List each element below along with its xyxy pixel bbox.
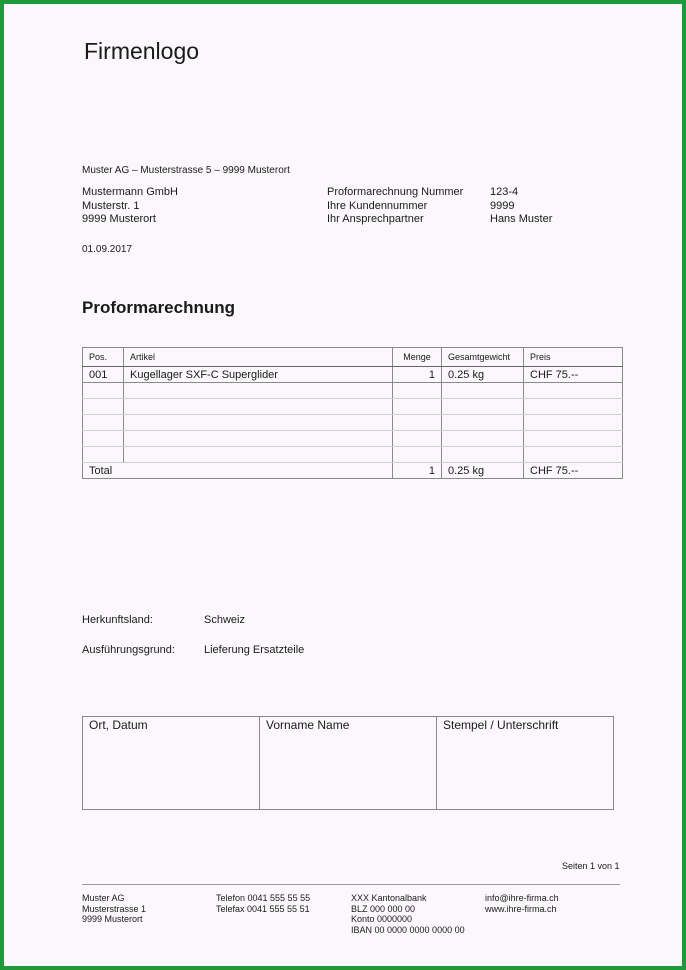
document-page: [4, 4, 682, 966]
total-label: Total: [83, 463, 393, 479]
origin-value: Schweiz: [204, 614, 245, 626]
signature-name: Vorname Name: [260, 717, 437, 810]
col-header-menge: Menge: [393, 348, 442, 367]
table-header-row: [83, 348, 623, 367]
footer-company: [82, 893, 146, 925]
items-table: [82, 347, 623, 479]
footer-bank: [351, 893, 465, 935]
cell-gewicht: 0.25 kg: [442, 367, 524, 383]
cell-pos: 001: [83, 367, 124, 383]
signature-place-date: Ort, Datum: [83, 717, 260, 810]
footer-line: XXX Kantonalbank: [351, 893, 427, 903]
company-logo-text: Firmenlogo: [84, 38, 200, 64]
document-date: 01.09.2017: [82, 244, 133, 255]
cell-menge: 1: [393, 367, 442, 383]
footer-line: BLZ 000 000 00: [351, 903, 416, 914]
meta-value: 123-4: [490, 186, 519, 198]
signature-stamp: Stempel / Unterschrift: [437, 717, 614, 810]
footer-line: Musterstrasse 1: [82, 903, 147, 914]
col-header-preis: Preis: [524, 348, 623, 367]
footer-contact: [485, 893, 559, 914]
total-gewicht: 0.25 kg: [442, 463, 524, 479]
footer-line: IBAN 00 0000 0000 0000 00: [351, 924, 465, 935]
page-count: Seiten 1 von 1: [562, 861, 620, 871]
footer-line: Telefon 0041 555 55 55: [216, 893, 311, 903]
reason-label: Ausführungsgrund:: [82, 644, 175, 656]
empty-row: [83, 383, 623, 399]
table-row: [83, 367, 623, 383]
document-title: Proformarechnung: [82, 298, 236, 317]
empty-row: [83, 415, 623, 431]
footer-line: Muster AG: [82, 893, 125, 903]
cell-artikel: Kugellager SXF-C Superglider: [124, 367, 393, 383]
footer-phone: [216, 893, 310, 914]
signature-table: [82, 716, 614, 810]
recipient-address: [82, 186, 178, 227]
recipient-line: Musterstr. 1: [82, 199, 140, 212]
col-header-pos: Pos.: [83, 348, 124, 367]
cell-preis: CHF 75.--: [524, 367, 623, 383]
empty-row: [83, 431, 623, 447]
origin-label: Herkunftsland:: [82, 614, 153, 626]
footer-website[interactable]: www.ihre-firma.ch: [485, 903, 557, 914]
footer-divider: [82, 884, 620, 885]
total-row: [83, 463, 623, 479]
total-menge: 1: [393, 463, 442, 479]
meta-value: Hans Muster: [490, 213, 553, 225]
meta-values: [490, 186, 552, 227]
meta-value: 9999: [490, 199, 515, 212]
recipient-line: 9999 Musterort: [82, 213, 156, 225]
meta-label: Proformarechnung Nummer: [327, 186, 464, 198]
col-header-gewicht: Gesamtgewicht: [442, 348, 524, 367]
footer-line: Konto 0000000: [351, 914, 413, 924]
empty-row: [83, 399, 623, 415]
meta-label: Ihre Kundennummer: [327, 199, 428, 212]
reason-value: Lieferung Ersatzteile: [204, 644, 305, 656]
footer-email[interactable]: info@ihre-firma.ch: [485, 893, 559, 903]
sender-line: Muster AG – Musterstrasse 5 – 9999 Musterort: [82, 165, 290, 176]
meta-labels: [327, 186, 463, 227]
total-preis: CHF 75.--: [524, 463, 623, 479]
recipient-line: Mustermann GmbH: [82, 186, 178, 198]
col-header-artikel: Artikel: [124, 348, 393, 367]
empty-row: [83, 447, 623, 463]
meta-label: Ihr Ansprechpartner: [327, 213, 424, 225]
footer-line: Telefax 0041 555 55 51: [216, 903, 310, 914]
footer-line: 9999 Musterort: [82, 914, 143, 924]
